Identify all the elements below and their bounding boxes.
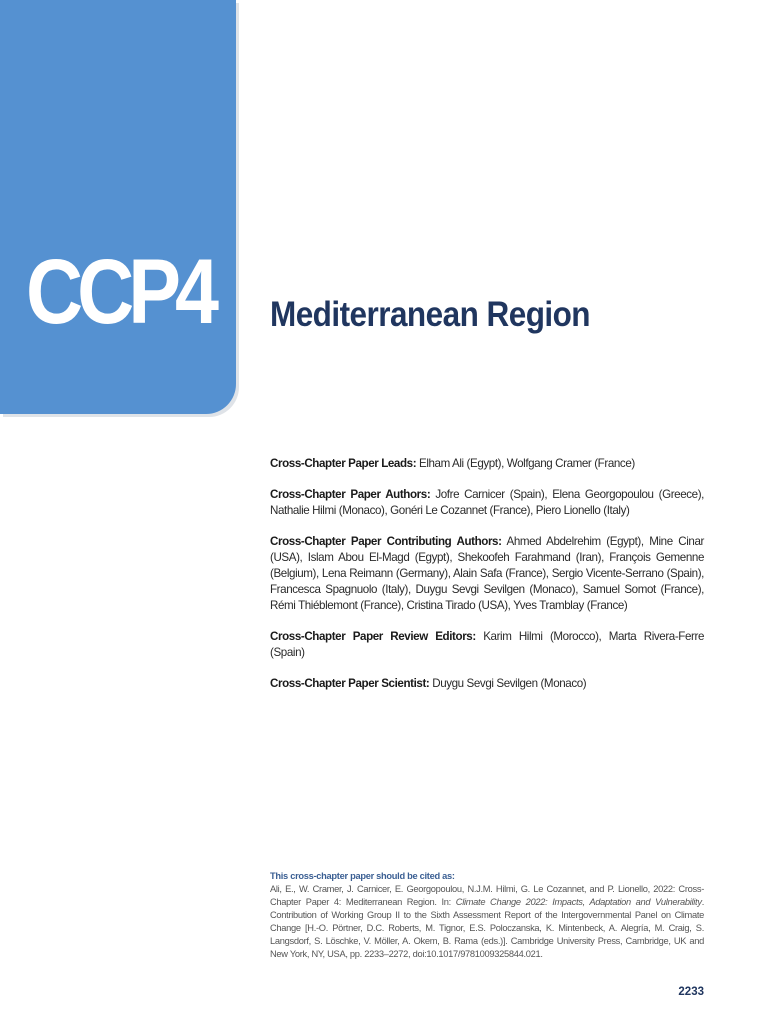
contributing-text: Ahmed Abdelrehim (Egypt), Mine Cinar (USA), Islam Abou El-Magd (Egypt), Shekoofeh Farahmand (Iran), François Gemenne (Belgium), Lena Reimann (Germany), Alain Safa (France), Sergio Vicente-Serrano (Spain), Francesca Spagnuolo (Italy), Duygu Sevgi Sevilgen (Monaco), Samuel Somot (France), Rémi Thiéblemont (France), Cristina Tirado (USA), Yves Tramblay (France) — [270, 535, 704, 612]
chapter-tab — [0, 0, 236, 414]
page-number: 2233 — [678, 986, 704, 998]
citation-text-part2: . Contribution of Working Group II to the Sixth Assessment Report of the Intergovernmental Panel on Climate Change [H.-O. Pörtner, D.C. Roberts, M. Tignor, E.S. Poloczanska, K. Mintenbeck, A. Alegría, M. Craig, S. Langsdorf, S. Löschke, V. Möller, A. Okem, B. Rama (eds.)]. Cambridge University Press, Cambridge, UK and New York, NY, USA, pp. 2233–2272, doi:10.1017/9781009325844.021. — [270, 897, 704, 959]
chapter-code: CCP4 — [26, 241, 213, 343]
leads-paragraph — [270, 456, 704, 472]
editors-paragraph — [270, 629, 704, 661]
leads-text: Elham Ali (Egypt), Wolfgang Cramer (France) — [419, 457, 635, 470]
citation-heading: This cross-chapter paper should be cited as: — [270, 871, 455, 881]
citation-text-part1: Ali, E., W. Cramer, J. Carnicer, E. Georgopoulou, N.J.M. Hilmi, G. Le Cozannet, and P. Lionello, 2022: Cross-Chapter Paper 4: Mediterranean Region. In: — [270, 884, 704, 907]
authors-paragraph — [270, 487, 704, 519]
contributing-paragraph — [270, 534, 704, 614]
author-list — [270, 456, 704, 707]
authors-text: Jofre Carnicer (Spain), Elena Georgopoulou (Greece), Nathalie Hilmi (Monaco), Gonéri Le Cozannet (France), Piero Lionello (Italy) — [270, 488, 704, 517]
contributing-label: Cross-Chapter Paper Contributing Authors: — [270, 535, 502, 548]
citation-block — [270, 870, 704, 961]
editors-label: Cross-Chapter Paper Review Editors: — [270, 630, 476, 643]
scientist-label: Cross-Chapter Paper Scientist: — [270, 677, 430, 690]
scientist-paragraph — [270, 676, 704, 692]
scientist-text: Duygu Sevgi Sevilgen (Monaco) — [432, 677, 587, 690]
editors-text: Karim Hilmi (Morocco), Marta Rivera-Ferre (Spain) — [270, 630, 704, 659]
chapter-title: Mediterranean Region — [270, 295, 591, 334]
leads-label: Cross-Chapter Paper Leads: — [270, 457, 417, 470]
citation-book-title: Climate Change 2022: Impacts, Adaptation and Vulnerability — [455, 897, 702, 907]
authors-label: Cross-Chapter Paper Authors: — [270, 488, 431, 501]
